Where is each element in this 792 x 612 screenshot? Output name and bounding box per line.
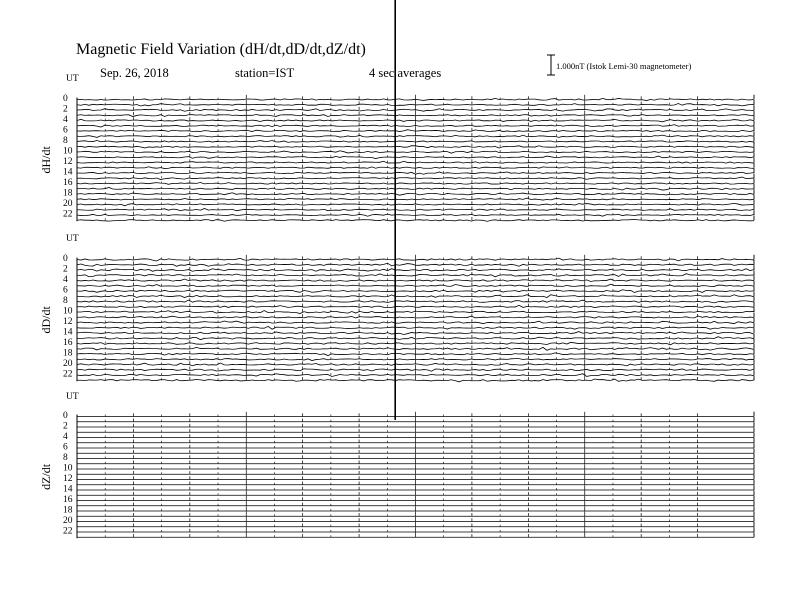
hour-label: 12 <box>63 317 73 327</box>
hour-label: 20 <box>63 199 73 209</box>
hour-label: 10 <box>63 463 73 474</box>
hour-label: 10 <box>63 306 73 317</box>
component-label: dD/dt <box>39 306 53 334</box>
hour-label: 22 <box>63 209 73 220</box>
averaging-label: 4 sec averages <box>369 66 442 80</box>
hour-label: 2 <box>63 104 68 115</box>
hour-label: 12 <box>63 157 73 167</box>
hour-label: 14 <box>63 327 73 338</box>
component-label: dH/dt <box>39 146 53 174</box>
hour-label: 18 <box>63 188 73 199</box>
hour-label: 14 <box>63 484 73 495</box>
hour-label: 16 <box>63 178 73 188</box>
hour-label: 8 <box>63 453 68 463</box>
hour-label: 18 <box>63 348 73 359</box>
hour-label: 14 <box>63 167 73 178</box>
hour-label: 2 <box>63 264 68 275</box>
ut-label: UT <box>66 74 79 84</box>
hour-label: 16 <box>63 495 73 505</box>
hour-label: 20 <box>63 516 73 526</box>
ut-label: UT <box>66 234 79 244</box>
hour-label: 20 <box>63 359 73 369</box>
hour-label: 22 <box>63 526 73 537</box>
hour-label: 16 <box>63 338 73 348</box>
hour-label: 8 <box>63 296 68 306</box>
hour-label: 4 <box>63 115 68 125</box>
hour-label: 6 <box>63 442 68 453</box>
panel-dH-dt <box>39 74 754 221</box>
panel-dD-dt <box>39 234 754 382</box>
hour-label: 18 <box>63 505 73 516</box>
chart-title: Magnetic Field Variation (dH/dt,dD/dt,dZ/dt) <box>76 41 366 58</box>
hour-label: 6 <box>63 125 68 136</box>
hour-label: 4 <box>63 432 68 442</box>
hour-label: 2 <box>63 421 68 432</box>
scale-bar <box>547 55 555 75</box>
hour-label: 12 <box>63 474 73 484</box>
hour-label: 6 <box>63 285 68 296</box>
panel-dZ-dt <box>39 392 754 538</box>
hour-label: 10 <box>63 146 73 157</box>
component-label: dZ/dt <box>39 463 53 490</box>
panels-group <box>39 74 754 538</box>
ut-label: UT <box>66 392 79 402</box>
hour-label: 4 <box>63 275 68 285</box>
hour-label: 0 <box>63 411 68 421</box>
hour-label: 8 <box>63 136 68 146</box>
date-label: Sep. 26, 2018 <box>100 66 169 80</box>
station-label: station=IST <box>235 66 295 80</box>
scale-label: 1.000nT (Istok Lemi-30 magnetometer) <box>556 61 692 71</box>
hour-label: 22 <box>63 369 73 380</box>
hour-label: 0 <box>63 94 68 104</box>
hour-label: 0 <box>63 254 68 264</box>
